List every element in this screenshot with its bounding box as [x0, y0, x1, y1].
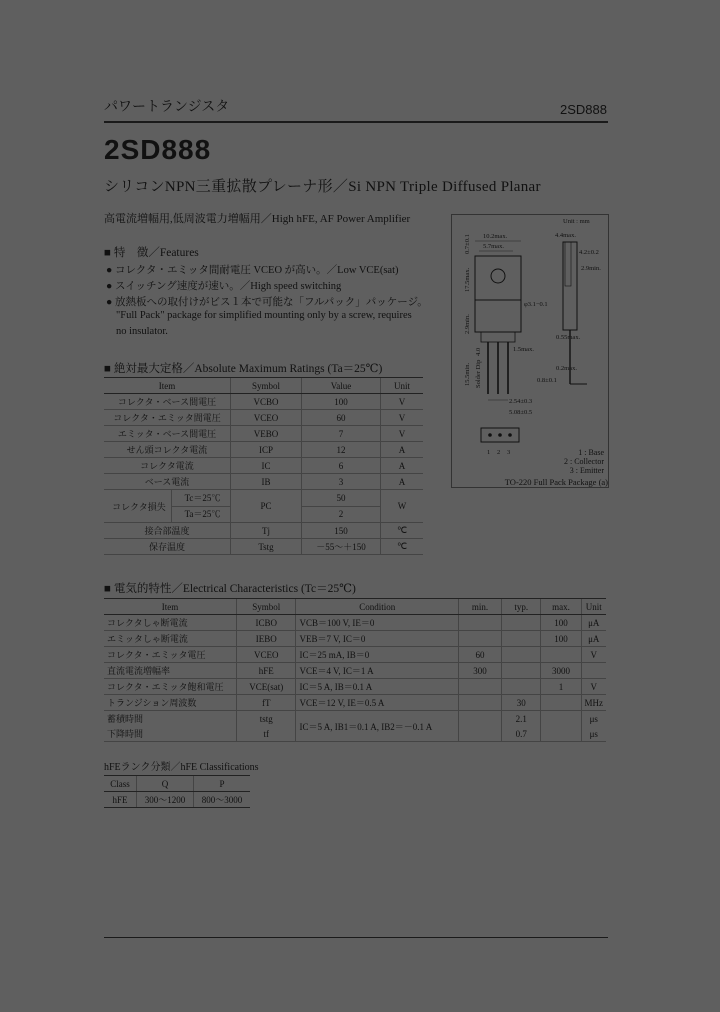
dim-label: Solder Dip: [475, 359, 482, 388]
footer-rule: [104, 937, 608, 938]
dim-label: 10.2max.: [483, 233, 508, 240]
feature-item: ● コレクタ・エミッタ間耐電圧 VCEO が高い。／Low VCE(sat): [106, 265, 399, 276]
pin-legend-item: 2 : Collector: [564, 457, 604, 466]
table-row: コレクタ・エミッタ電圧 VCEO IC＝25 mA, IB＝0 60 V: [104, 647, 606, 663]
dim-label: φ3.1−0.1: [524, 301, 548, 308]
pin-legend: [520, 448, 604, 475]
application: 高電流増幅用,低周波電力増幅用／High hFE, AF Power Amplifier: [104, 213, 411, 225]
package-base: [481, 332, 515, 342]
subtitle: シリコンNPN三重拡散プレーナ形／Si NPN Triple Diffused Planar: [104, 179, 541, 195]
pc-value-tc: 50: [302, 490, 380, 507]
package-caption: TO-220 Full Pack Package (a): [504, 477, 608, 487]
switching-condition: IC＝5 A, IB1＝0.1 A, IB2＝－0.1 A: [296, 711, 459, 742]
pin-hole: [508, 433, 512, 437]
electrical-characteristics-table: [104, 598, 606, 742]
pc-condition-ta: Ta＝25℃: [184, 509, 221, 519]
pin-legend-item: 1 : Base: [578, 448, 604, 457]
pin-number: 2: [497, 449, 501, 456]
header-category: パワートランジスタ: [104, 99, 230, 115]
abs-max-table: [104, 377, 423, 555]
feature-item: ● スイッチング速度が速い。／High speed switching: [106, 281, 342, 292]
table-row: 保存温度 Tstg －55～＋150 ℃: [104, 539, 423, 555]
dim-label: 0.8±0.1: [537, 377, 557, 384]
feature-item: "Full Pack" package for simplified mounting only by a screw, requires: [116, 310, 412, 321]
hfe-classification-table: [104, 775, 250, 808]
pc-label: コレクタ損失: [112, 501, 166, 512]
pin-hole: [488, 433, 492, 437]
dim-label: 2.9min.: [464, 314, 471, 334]
pin-number: 3: [507, 449, 511, 456]
header-rule: [104, 121, 608, 123]
table-row: せん頭コレクタ電流 ICP 12 A: [104, 442, 423, 458]
dim-label: 0.7±0.1: [464, 234, 471, 254]
part-title: 2SD888: [104, 134, 212, 165]
table-row: エミッタ・ベース間電圧 VEBO 7 V: [104, 426, 423, 442]
table-row: hFE 300～1200 800～3000: [104, 792, 250, 808]
pc-unit: W: [381, 490, 424, 523]
dim-label: 17.5max.: [464, 267, 471, 292]
table-row: Class Q P: [104, 776, 250, 792]
col-symbol: Symbol: [231, 378, 302, 394]
table-header-row: Item Symbol Condition min. typ. max. Unit: [104, 599, 606, 615]
side-tab: [565, 242, 571, 286]
dim-label: 2.54±0.3: [509, 398, 533, 405]
table-row: 蓄積時間 tstg IC＝5 A, IB1＝0.1 A, IB2＝－0.1 A 2.1 μs: [104, 711, 606, 727]
pc-condition-tc: Tc＝25℃: [172, 490, 230, 507]
table-header-row: [104, 378, 423, 394]
dim-label: 1.5max.: [513, 346, 534, 353]
pin-legend-item: 3 : Emitter: [569, 466, 604, 475]
table-row: [104, 490, 423, 523]
pc-value-ta: 2: [338, 509, 344, 519]
feature-item: no insulator.: [116, 326, 168, 337]
col-value: Value: [302, 378, 381, 394]
dim-label: 5.7max.: [483, 243, 504, 250]
table-row: ベース電流 IB 3 A: [104, 474, 423, 490]
feature-item: ● 放熱板への取付けがビス１本で可能な「フルパック」パッケージ。: [106, 297, 428, 308]
table-row: 下降時間 tf 0.7 μs: [104, 726, 606, 742]
abs-max-heading: ■ 絶対最大定格／Absolute Maximum Ratings (Ta＝25℃): [104, 363, 383, 375]
table-row: コレクタしゃ断電流 ICBO VCB＝100 V, IE＝0 100 μA: [104, 615, 606, 631]
package-unit: Unit : mm: [563, 218, 590, 225]
package-lower-body: [475, 300, 521, 332]
table-row: コレクタ電流 IC 6 A: [104, 458, 423, 474]
dim-label: 15.5min.: [464, 362, 471, 386]
package-body: [475, 256, 521, 300]
mounting-hole: [491, 269, 505, 283]
table-row: コレクタ・ベース間電圧 VCBO 100 V: [104, 394, 423, 410]
table-row: エミッタしゃ断電流 IEBO VEB＝7 V, IC＝0 100 μA: [104, 631, 606, 647]
dim-label: 2.9min.: [581, 265, 601, 272]
dim-label: 5.08±0.5: [509, 409, 533, 416]
header-part-number: 2SD888: [560, 102, 607, 117]
table-row: コレクタ・エミッタ飽和電圧 VCE(sat) IC＝5 A, IB＝0.1 A 1 V: [104, 679, 606, 695]
table-row: トランジション周波数 fT VCE＝12 V, IE＝0.5 A 30 MHz: [104, 695, 606, 711]
pin-hole: [498, 433, 502, 437]
col-unit: Unit: [381, 378, 424, 394]
table-row: コレクタ・エミッタ間電圧 VCEO 60 V: [104, 410, 423, 426]
dim-label: 4.0: [475, 347, 482, 356]
elec-heading: ■ 電気的特性／Electrical Characteristics (Tc＝25℃): [104, 583, 356, 595]
dim-label: 4.4max.: [555, 232, 576, 239]
features-heading: ■ 特 徴／Features: [104, 247, 199, 259]
dim-label: 0.55max.: [556, 334, 581, 341]
dim-label: 4.2±0.2: [579, 249, 599, 256]
pc-symbol: PC: [231, 490, 302, 523]
pin-number: 1: [487, 449, 491, 456]
hfe-heading: hFEランク分類／hFE Classifications: [104, 762, 259, 773]
table-row: 接合部温度 Tj 150 ℃: [104, 523, 423, 539]
dim-label: 0.2max.: [556, 365, 577, 372]
col-item: Item: [104, 378, 231, 394]
table-row: 直流電流増幅率 hFE VCE＝4 V, IC＝1 A 300 3000: [104, 663, 606, 679]
